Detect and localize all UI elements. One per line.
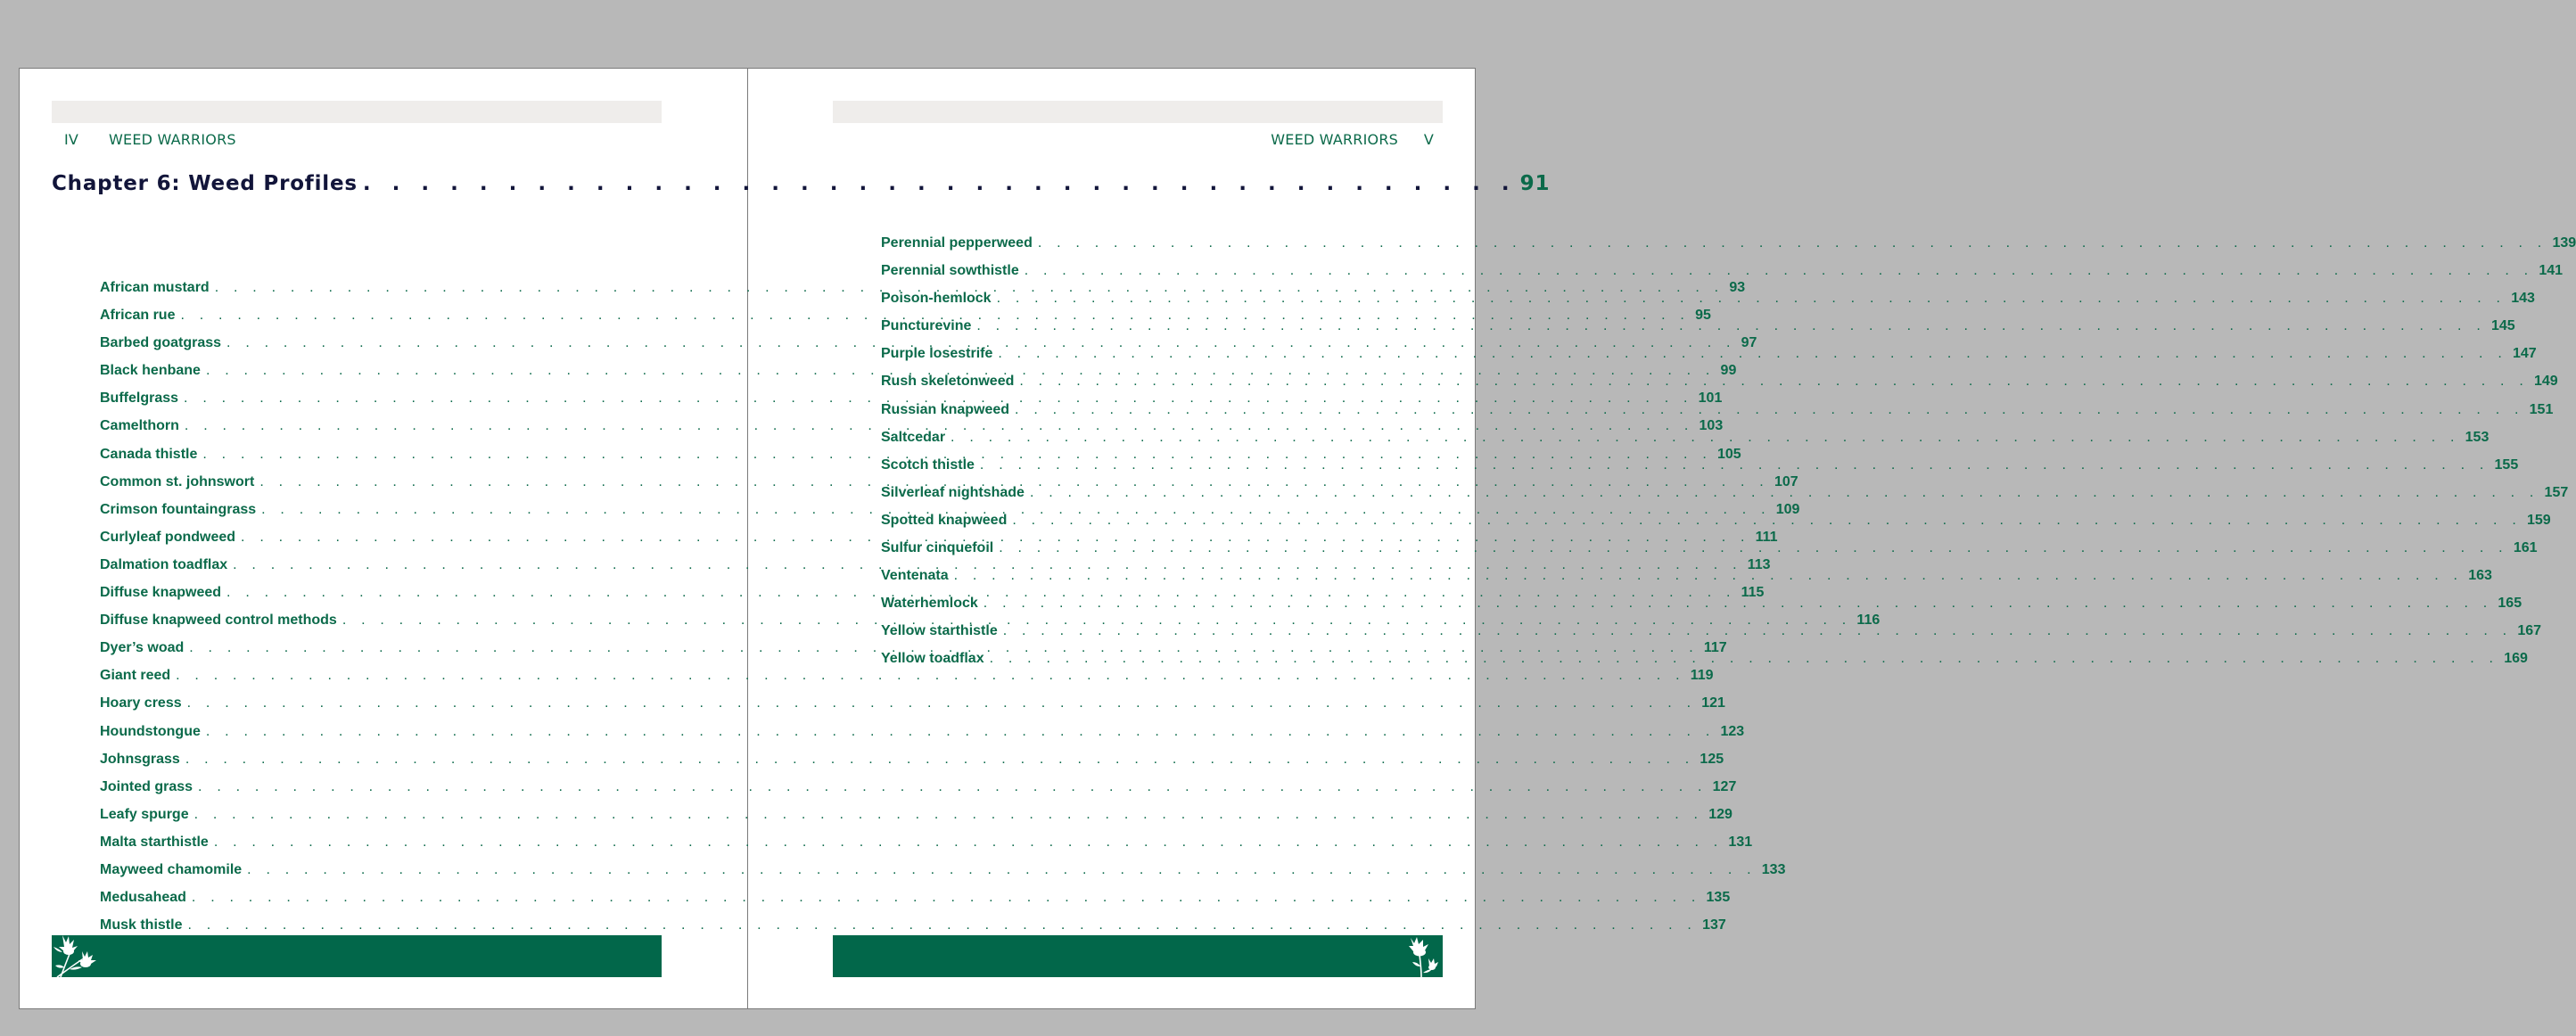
leader-dots: . . . . . . . . . . . . . . . . . . . . . . . . . . . . . . . . . . . . . . . . . . . . . . . . . . . . . . . . . . . . . . . . . . . . . . . . . . . . . . . . [186, 695, 1697, 711]
toc-entry[interactable] [100, 695, 1725, 723]
leader-dots: . . . . . . . . . . . . . . . . . . . . . . . . . . . . . . . . . . . . . . . . . . . . . . . . . . . . . . . . . . . . . . . . . . . . . . . . . . . . . . . . [247, 861, 1757, 877]
chapter-leader-dots: . . . . . . . . . . . . . . . . . . . . . . . . . . . . . . . . . . . . . . . . [362, 172, 1517, 195]
leader-dots: . . . . . . . . . . . . . . . . . . . . . . . . . . . . . . . . . . . . . . . . . . . . . . . . . . . . . . . . . . . . . . . . . . . . . . . . . . . . . . . . [1015, 401, 2524, 417]
toc-entry-title: Puncturevine [881, 318, 972, 334]
leader-dots: . . . . . . . . . . . . . . . . . . . . . . . . . . . . . . . . . . . . . . . . . . . . . . . . . . . . . . . . . . . . . . . . . . . . . . . . . . . . . . . . [205, 723, 1716, 739]
toc-entry-page: 153 [2465, 429, 2490, 445]
running-head [1271, 131, 1434, 152]
toc-entry-page: 145 [2490, 318, 2515, 334]
toc-entry-page: 127 [1712, 778, 1737, 794]
toc-entry-page: 143 [2511, 291, 2535, 307]
header-strip [52, 101, 662, 123]
leader-dots: . . . . . . . . . . . . . . . . . . . . . . . . . . . . . . . . . . . . . . . . . . . . . . . . . . . . . . . . . . . . . . . . . . . . . . . . . . . . . . . . [184, 391, 1693, 407]
toc-entry-title: Yellow toadflax [881, 651, 984, 667]
leader-dots: . . . . . . . . . . . . . . . . . . . . . . . . . . . . . . . . . . . . . . . . . . . . . . . . . . . . . . . . . . . . . . . . . . . . . . . . . . . . . . . . [998, 346, 2507, 362]
leader-dots: . . . . . . . . . . . . . . . . . . . . . . . . . . . . . . . . . . . . . . . . . . . . . . . . . . . . . . . . . . . . . . . . . . . . . . . . . . . . . . . . [999, 540, 2508, 556]
leader-dots: . . . . . . . . . . . . . . . . . . . . . . . . . . . . . . . . . . . . . . . . . . . . . . . . . . . . . . . . . . . . . . . . . . . . . . . . . . . . . . . . [205, 363, 1716, 379]
toc-entry-page: 125 [1700, 751, 1724, 767]
leader-dots: . . . . . . . . . . . . . . . . . . . . . . . . . . . . . . . . . . . . . . . . . . . . . . . . . . . . . . . . . . . . . . . . . . . . . . . . . . . . . . . . [261, 501, 1771, 517]
toc-entry-page: 123 [1720, 723, 1745, 739]
leader-dots: . . . . . . . . . . . . . . . . . . . . . . . . . . . . . . . . . . . . . . . . . . . . . . . . . . . . . . . . . . . . . . . . . . . . . . . . . . . . . . . . [1019, 374, 2529, 390]
leader-dots: . . . . . . . . . . . . . . . . . . . . . . . . . . . . . . . . . . . . . . . . . . . . . . . . . . . . . . . . . . . . . . . . . . . . . . . . . . . . . . . . [226, 585, 1736, 601]
toc-entry-title: Canada thistle [100, 446, 198, 462]
leader-dots: . . . . . . . . . . . . . . . . . . . . . . . . . . . . . . . . . . . . . . . . . . . . . . . . . . . . . . . . . . . . . . . . . . . . . . . . . . . . . . . . [184, 418, 1694, 434]
leader-dots: . . . . . . . . . . . . . . . . . . . . . . . . . . . . . . . . . . . . . . . . . . . . . . . . . . . . . . . . . . . . . . . . . . . . . . . . . . . . . . . . [191, 890, 1701, 906]
leader-dots: . . . . . . . . . . . . . . . . . . . . . . . . . . . . . . . . . . . . . . . . . . . . . . . . . . . . . . . . . . . . . . . . . . . . . . . . . . . . . . . . [189, 640, 1699, 656]
leader-dots: . . . . . . . . . . . . . . . . . . . . . . . . . . . . . . . . . . . . . . . . . . . . . . . . . . . . . . . . . . . . . . . . . . . . . . . . . . . . . . . . [180, 308, 1691, 324]
toc-entry[interactable] [100, 751, 1724, 779]
book-spread [19, 68, 2576, 1009]
toc-entry-title: Jointed grass [100, 778, 193, 794]
toc-entry[interactable] [100, 834, 1753, 862]
toc-entry[interactable] [100, 861, 1786, 890]
toc-entry-page: 165 [2498, 596, 2523, 612]
toc-entry-title: Johnsgrass [100, 751, 180, 767]
toc-entry-page: 115 [1741, 585, 1765, 601]
toc-entry-page: 116 [1856, 613, 1881, 629]
leader-dots: . . . . . . . . . . . . . . . . . . . . . . . . . . . . . . . . . . . . . . . . . . . . . . . . . . . . . . . . . . . . . . . . . . . . . . . . . . . . . . . . [233, 556, 1742, 572]
toc-entry-page: 157 [2544, 484, 2569, 500]
toc-entry-page: 155 [2494, 456, 2519, 473]
toc-entry-title: Diffuse knapweed [100, 585, 222, 601]
toc-entry-title: Malta starthistle [100, 834, 209, 850]
toc-entry-title: Perennial sowthistle [881, 263, 1019, 279]
leader-dots: . . . . . . . . . . . . . . . . . . . . . . . . . . . . . . . . . . . . . . . . . . . . . . . . . . . . . . . . . . . . . . . . . . . . . . . . . . . . . . . . [1012, 512, 2522, 528]
toc-entry-title: Leafy spurge [100, 806, 189, 822]
toc-entry-title: Dyer’s woad [100, 640, 185, 656]
toc-entry[interactable] [100, 890, 1731, 917]
running-title: WEED WARRIORS [1271, 131, 1398, 148]
leader-dots: . . . . . . . . . . . . . . . . . . . . . . . . . . . . . . . . . . . . . . . . . . . . . . . . . . . . . . . . . . . . . . . . . . . . . . . . . . . . . . . . [176, 668, 1685, 684]
toc-entry-title: Rush skeletonweed [881, 374, 1015, 390]
toc-entry-page: 97 [1741, 335, 1757, 351]
leader-dots: . . . . . . . . . . . . . . . . . . . . . . . . . . . . . . . . . . . . . . . . . . . . . . . . . . . . . . . . . . . . . . . . . . . . . . . . . . . . . . . . [198, 778, 1708, 794]
leader-dots: . . . . . . . . . . . . . . . . . . . . . . . . . . . . . . . . . . . . . . . . . . . . . . . . . . . . . . . . . . . . . . . . . . . . . . . . . . . . . . . . [983, 596, 2493, 612]
toc-entry-page: 133 [1761, 861, 1786, 877]
toc-entry-title: Saltcedar [881, 429, 946, 445]
toc-entry-page: 141 [2539, 263, 2564, 279]
leader-dots: . . . . . . . . . . . . . . . . . . . . . . . . . . . . . . . . . . . . . . . . . . . . . . . . . . . . . . . . . . . . . . . . . . . . . . . . . . . . . . . . [214, 280, 1724, 295]
toc-entry-title: African mustard [100, 280, 210, 295]
toc-entry-page: 95 [1695, 308, 1711, 324]
footer-band [52, 935, 662, 977]
leader-dots: . . . . . . . . . . . . . . . . . . . . . . . . . . . . . . . . . . . . . . . . . . . . . . . . . . . . . . . . . . . . . . . . . . . . . . . . . . . . . . . . [1002, 623, 2513, 639]
toc-entry-page: 121 [1701, 695, 1725, 711]
toc-entry-page: 139 [2552, 235, 2576, 251]
toc-entry-page: 103 [1699, 418, 1724, 434]
toc-entry-title: Spotted knapweed [881, 512, 1008, 528]
toc-entry-page: 111 [1755, 529, 1778, 545]
running-title: WEED WARRIORS [109, 131, 236, 148]
toc-entry-title: Purple losestrife [881, 346, 993, 362]
leader-dots: . . . . . . . . . . . . . . . . . . . . . . . . . . . . . . . . . . . . . . . . . . . . . . . . . . . . . . . . . . . . . . . . . . . . . . . . . . . . . . . . [213, 834, 1724, 850]
toc-entry-title: Medusahead [100, 890, 186, 906]
toc-entry-page: 131 [1728, 834, 1753, 850]
toc-entry-title: Sulfur cinquefoil [881, 540, 994, 556]
header-strip [833, 101, 1443, 123]
toc-entry-title: Perennial pepperweed [881, 235, 1033, 251]
toc-entry[interactable] [100, 778, 1737, 807]
leader-dots: . . . . . . . . . . . . . . . . . . . . . . . . . . . . . . . . . . . . . . . . . . . . . . . . . . . . . . . . . . . . . . . . . . . . . . . . . . . . . . . . [976, 318, 2486, 334]
toc-entry-title: Houndstongue [100, 723, 201, 739]
leader-dots: . . . . . . . . . . . . . . . . . . . . . . . . . . . . . . . . . . . . . . . . . . . . . . . . . . . . . . . . . . . . . . . . . . . . . . . . . . . . . . . . [979, 456, 2490, 473]
toc-entry-title: Poison-hemlock [881, 291, 992, 307]
toc-entry-title: Crimson fountaingrass [100, 501, 257, 517]
leader-dots: . . . . . . . . . . . . . . . . . . . . . . . . . . . . . . . . . . . . . . . . . . . . . . . . . . . . . . . . . . . . . . . . . . . . . . . . . . . . . . . . [953, 568, 2464, 584]
toc-entry-page: 151 [2529, 401, 2554, 417]
toc-entry-title: Scotch thistle [881, 456, 975, 473]
toc-entry-title: Curlyleaf pondweed [100, 529, 236, 545]
toc-entry[interactable] [100, 723, 1745, 752]
toc-entry-page: 93 [1729, 280, 1746, 295]
toc-entry-title: Camelthorn [100, 418, 179, 434]
toc-entry-page: 105 [1716, 446, 1741, 462]
thistle-icon [52, 935, 98, 977]
toc-entry-title: Russian knapweed [881, 401, 1010, 417]
toc-entry-title: Common st. johnswort [100, 473, 255, 489]
toc-entry-title: Barbed goatgrass [100, 335, 222, 351]
toc-entry-title: African rue [100, 308, 176, 324]
toc-entry-page: 119 [1690, 668, 1714, 684]
toc-entry-page: 147 [2512, 346, 2537, 362]
toc-entry-title: Dalmation toadflax [100, 556, 228, 572]
toc-entry-title: Black henbane [100, 363, 201, 379]
footer-band [833, 935, 1443, 977]
toc-entry-page: 161 [2513, 540, 2538, 556]
toc-entry-title: Hoary cress [100, 695, 182, 711]
toc-entry[interactable] [100, 806, 1732, 835]
running-head [64, 131, 236, 152]
chapter-heading[interactable] [52, 172, 1551, 195]
toc-entry-page: 163 [2468, 568, 2492, 584]
leader-dots: . . . . . . . . . . . . . . . . . . . . . . . . . . . . . . . . . . . . . . . . . . . . . . . . . . . . . . . . . . . . . . . . . . . . . . . . . . . . . . . . [951, 429, 2460, 445]
leader-dots: . . . . . . . . . . . . . . . . . . . . . . . . . . . . . . . . . . . . . . . . . . . . . . . . . . . . . . . . . . . . . . . . . . . . . . . . . . . . . . . . [241, 529, 1750, 545]
toc-entry-title: Buffelgrass [100, 391, 179, 407]
leader-dots: . . . . . . . . . . . . . . . . . . . . . . . . . . . . . . . . . . . . . . . . . . . . . . . . . . . . . . . . . . . . . . . . . . . . . . . . . . . . . . . . [187, 917, 1698, 933]
toc-entry-page: 129 [1708, 806, 1732, 822]
toc-entry-page: 109 [1775, 501, 1800, 517]
chapter-title: Chapter 6: Weed Profiles [52, 172, 358, 195]
leader-dots: . . . . . . . . . . . . . . . . . . . . . . . . . . . . . . . . . . . . . . . . . . . . . . . . . . . . . . . . . . . . . . . . . . . . . . . . . . . . . . . . [1024, 263, 2534, 279]
leader-dots: . . . . . . . . . . . . . . . . . . . . . . . . . . . . . . . . . . . . . . . . . . . . . . . . . . . . . . . . . . . . . . . . . . . . . . . . . . . . . . . . [226, 335, 1736, 351]
toc-entry-title: Diffuse knapweed control methods [100, 613, 337, 629]
leader-dots: . . . . . . . . . . . . . . . . . . . . . . . . . . . . . . . . . . . . . . . . . . . . . . . . . . . . . . . . . . . . . . . . . . . . . . . . . . . . . . . . [1029, 484, 2539, 500]
toc-entry-page: 135 [1706, 890, 1731, 906]
toc-entry-title: Silverleaf nightshade [881, 484, 1025, 500]
toc-entry-title: Musk thistle [100, 917, 183, 933]
leader-dots: . . . . . . . . . . . . . . . . . . . . . . . . . . . . . . . . . . . . . . . . . . . . . . . . . . . . . . . . . . . . . . . . . . . . . . . . . . . . . . . . [342, 613, 1852, 629]
chapter-page-number: 91 [1519, 172, 1551, 195]
toc-entry-page: 159 [2526, 512, 2551, 528]
toc-entry-title: Yellow starthistle [881, 623, 998, 639]
toc-entry-page: 113 [1747, 556, 1771, 572]
toc-entry[interactable] [881, 235, 2576, 263]
leader-dots: . . . . . . . . . . . . . . . . . . . . . . . . . . . . . . . . . . . . . . . . . . . . . . . . . . . . . . . . . . . . . . . . . . . . . . . . . . . . . . . . [259, 473, 1769, 489]
toc-entry-page: 117 [1703, 640, 1727, 656]
thistle-icon [1402, 935, 1441, 977]
toc-entry[interactable] [100, 668, 1714, 695]
leader-dots: . . . . . . . . . . . . . . . . . . . . . . . . . . . . . . . . . . . . . . . . . . . . . . . . . . . . . . . . . . . . . . . . . . . . . . . . . . . . . . . . [185, 751, 1695, 767]
toc-entry-title: Ventenata [881, 568, 949, 584]
toc-entry-page: 101 [1698, 391, 1723, 407]
toc-entry-page: 107 [1774, 473, 1798, 489]
page-number: IV [64, 131, 79, 148]
toc-entry-page: 137 [1702, 917, 1726, 933]
leader-dots: . . . . . . . . . . . . . . . . . . . . . . . . . . . . . . . . . . . . . . . . . . . . . . . . . . . . . . . . . . . . . . . . . . . . . . . . . . . . . . . . [996, 291, 2506, 307]
page-number: V [1423, 131, 1434, 148]
leader-dots: . . . . . . . . . . . . . . . . . . . . . . . . . . . . . . . . . . . . . . . . . . . . . . . . . . . . . . . . . . . . . . . . . . . . . . . . . . . . . . . . [989, 651, 2499, 667]
toc-entry-page: 169 [2504, 651, 2528, 667]
toc-entry-title: Waterhemlock [881, 596, 978, 612]
toc-entry-title: Mayweed chamomile [100, 861, 243, 877]
leader-dots: . . . . . . . . . . . . . . . . . . . . . . . . . . . . . . . . . . . . . . . . . . . . . . . . . . . . . . . . . . . . . . . . . . . . . . . . . . . . . . . . [193, 806, 1704, 822]
toc-entry-title: Giant reed [100, 668, 171, 684]
toc-entry-page: 99 [1720, 363, 1737, 379]
leader-dots: . . . . . . . . . . . . . . . . . . . . . . . . . . . . . . . . . . . . . . . . . . . . . . . . . . . . . . . . . . . . . . . . . . . . . . . . . . . . . . . . [202, 446, 1712, 462]
toc-entry-page: 167 [2517, 623, 2542, 639]
toc-entry-page: 149 [2533, 374, 2558, 390]
leader-dots: . . . . . . . . . . . . . . . . . . . . . . . . . . . . . . . . . . . . . . . . . . . . . . . . . . . . . . . . . . . . . . . . . . . . . . . . . . . . . . . . [1037, 235, 2547, 251]
